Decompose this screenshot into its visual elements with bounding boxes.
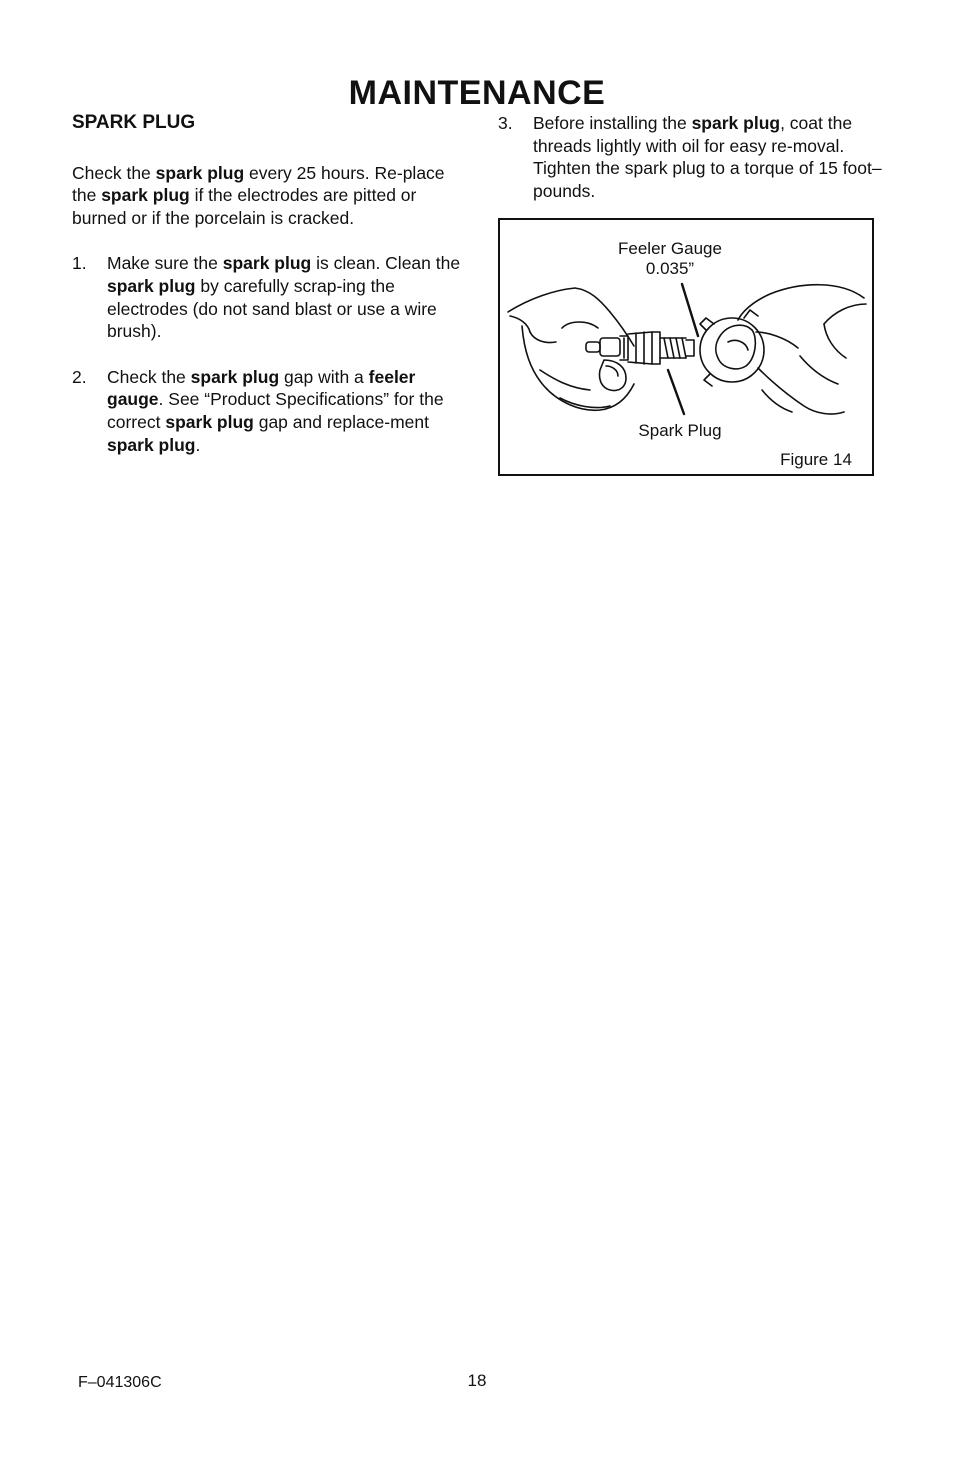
step-text: Check the spark plug gap with a feeler gauge. See “Product Specifications” for the correct spark plug gap and replace-ment spark plug. bbox=[107, 366, 444, 455]
spark-plug-label: Spark Plug bbox=[638, 421, 722, 440]
step-1 bbox=[72, 252, 464, 342]
intro-paragraph: Check the spark plug every 25 hours. Re-place the spark plug if the electrodes are pitted or burned or if the porcelain is cracked. bbox=[72, 162, 445, 228]
step-2 bbox=[72, 366, 464, 456]
page-title: MAINTENANCE bbox=[348, 74, 606, 112]
page-number: 18 bbox=[467, 1371, 487, 1390]
feeler-gauge-label: Feeler Gauge 0.035” bbox=[618, 239, 722, 278]
step-number: 2. bbox=[72, 366, 87, 387]
step-text: Before installing the spark plug, coat the threads lightly with oil for easy re-moval. Tighten the spark plug to a torque of 15 foot–pounds. bbox=[533, 113, 882, 201]
step-number: 1. bbox=[72, 253, 87, 274]
figure-14 bbox=[498, 218, 874, 476]
step-3 bbox=[498, 112, 890, 202]
left-column bbox=[72, 112, 464, 479]
section-heading: SPARK PLUG bbox=[72, 112, 196, 133]
step-number: 3. bbox=[498, 113, 513, 133]
document-code: F–041306C bbox=[78, 1374, 162, 1391]
right-column bbox=[498, 112, 890, 225]
figure-caption: Figure 14 bbox=[780, 450, 852, 469]
step-text: Make sure the spark plug is clean. Clean the spark plug by carefully scrap-ing the electrodes (do not sand blast or use a wire brush). bbox=[107, 253, 461, 342]
